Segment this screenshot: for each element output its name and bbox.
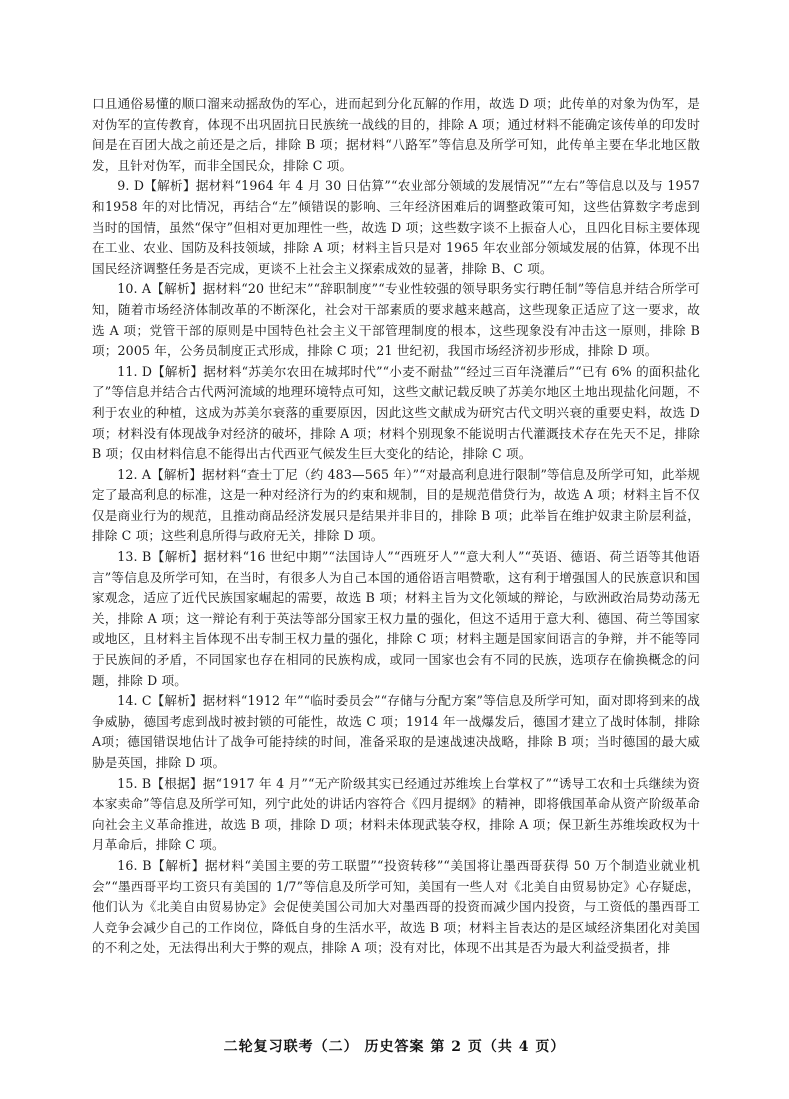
paragraph-q13: 13. B【解析】据材料“16 世纪中期”“法国诗人”“西班牙人”“意大利人”“英语、德语、荷兰语等其他语言”等信息及所学可知，在当时，有很多人为自己本国的通俗语言唱赞歌，这有利于增强国人的民族意识和国家观念，适应了近代民族国家崛起的需要，故选 B 项；材料主旨为文化领域的辩论，与欧洲政治局势动荡无关，排除 A 项；这一辩论有利于英法等部分国家王权力量的强化，但这不适用于意大利、德国、荷兰等国家或地区，且材料主旨体现不出专制王权力量的强化，排除 C 项；材料主题是国家间语言的争辩，并不能等同于民族间的矛盾，不同国家也存在相同的民族构成，或同一国家也会有不同的民族，选项存在偷换概念的问题，排除 D 项。 [92,549,700,688]
paragraph-q15: 15. B【根据】据“1917 年 4 月”“无产阶级其实已经通过苏维埃上台掌权了”“诱导工农和士兵继续为资本家卖命”等信息及所学可知，列宁此处的讲话内容符合《四月提纲》的精神，即将俄国革命从资产阶级革命向社会主义革命推进，故选 B 项，排除 D 项；材料未体现武装夺权，排除 A 项；保卫新生苏维埃政权为十月革命后，排除 C 项。 [92,775,700,853]
paragraph-q12: 12. A【解析】据材料“查士丁尼（约 483—565 年）”“对最高利息进行限制”等信息及所学可知，此举规定了最高利息的标准，这是一种对经济行为的约束和规制，目的是规范借贷行为，故选 A 项；材料主旨不仅仅是商业行为的规范，且推动商品经济发展只是结果并非目的，排除 B 项；此举旨在维护奴隶主阶层利益，排除 C 项；这些利息所得与政府无关，排除 D 项。 [92,466,700,544]
paragraph-q9: 9. D【解析】据材料“1964 年 4 月 30 日估算”“农业部分领域的发展情况”“左右”等信息以及与 1957 和1958 年的对比情况，再结合“左”倾错误的影响、三年经济困难后的调整政策可知，这些估算数字考虑到当时的国情，虽然“保守”但相对更加理性一些，故选 D 项；这些数字谈不上振奋人心，且四化目标主要体现在工业、农业、国防及科技领域，排除 A 项；材料主旨只是对 1965 年农业部分领域发展的估算，体现不出国民经济调整任务是否完成，更谈不上社会主义探索成效的显著，排除 B、C 项。 [92,178,700,276]
paragraph-q14: 14. C【解析】据材料“1912 年”“临时委员会”“存储与分配方案”等信息及所学可知，面对即将到来的战争威胁，德国考虑到战时被封锁的可能性，故选 C 项；1914 年一战爆发后，德国才建立了战时体制，排除 A项；德国错误地估计了战争可能持续的时间，准备采取的是速战速决战略，排除 B 项；当时德国的最大威胁是英国，排除 D 项。 [92,693,700,770]
page-footer: 二轮复习联考（二） 历史答案 第 2 页（共 4 页） [223,1039,566,1055]
paragraph-q16: 16. B【解析】据材料“美国主要的劳工联盟”“投资转移”“美国将让墨西哥获得 50 万个制造业就业机会”“墨西哥平均工资只有美国的 1/7”等信息及所学可知，美国有一些人对《北美自由贸易协定》心存疑虑，他们认为《北美自由贸易协定》会促使美国公司加大对墨西哥的投资而减少国内投资，与工资低的墨西哥工人竞争会减少自己的工作岗位，降低自身的生活水平，故选 B 项；材料主旨表达的是区域经济集团化对美国的不利之处，无法得出利大于弊的观点，排除 A 项；没有对比，体现不出其是否为最大利益受损者，排 [92,857,700,956]
answer-document [92,94,700,959]
paragraph-q10: 10. A【解析】据材料“20 世纪末”“辞职制度”“专业性较强的领导职务实行聘任制”等信息并结合所学可知，随着市场经济体制改革的不断深化，社会对干部素质的要求越来越高，这些现象正适应了这一要求，故选 A 项；党管干部的原则是中国特色社会主义干部管理制度的根本，这些现象没有冲击这一原则，排除 B项；2005 年，公务员制度正式形成，排除 C 项；21 世纪初，我国市场经济初步形成，排除 D 项。 [92,281,700,359]
paragraph-q8-continuation: 口且通俗易懂的顺口溜来动摇敌伪的军心，进而起到分化瓦解的作用，故选 D 项；此传单的对象为伪军，是对伪军的宣传教育，体现不出巩固抗日民族统一战线的目的，排除 A 项；通过材料不能确定该传单的印发时间是在百团大战之前还是之后，排除 B 项；据材料“八路军”等信息及所学可知，此传单主要在华北地区散发，且针对伪军，而非全国民众，排除 C 项。 [92,96,700,173]
paragraph-q11: 11. D【解析】据材料“苏美尔农田在城邦时代”“小麦不耐盐”“经过三百年浇灌后”“已有 6% 的面积盐化了”等信息并结合古代两河流域的地理环境特点可知，这些文献记载反映了苏美尔地区土地出现盐化问题，不利于农业的种植，这成为苏美尔衰落的重要原因，因此这些文献成为研究古代文明兴衰的重要史料，故选 D 项；材料没有体现战争对经济的破坏，排除 A 项；材料个别现象不能说明古代灌溉技术存在先天不足，排除 B 项；仅由材料信息不能得出古代西亚气候发生巨大变化的结论，排除 C 项。 [92,363,700,462]
